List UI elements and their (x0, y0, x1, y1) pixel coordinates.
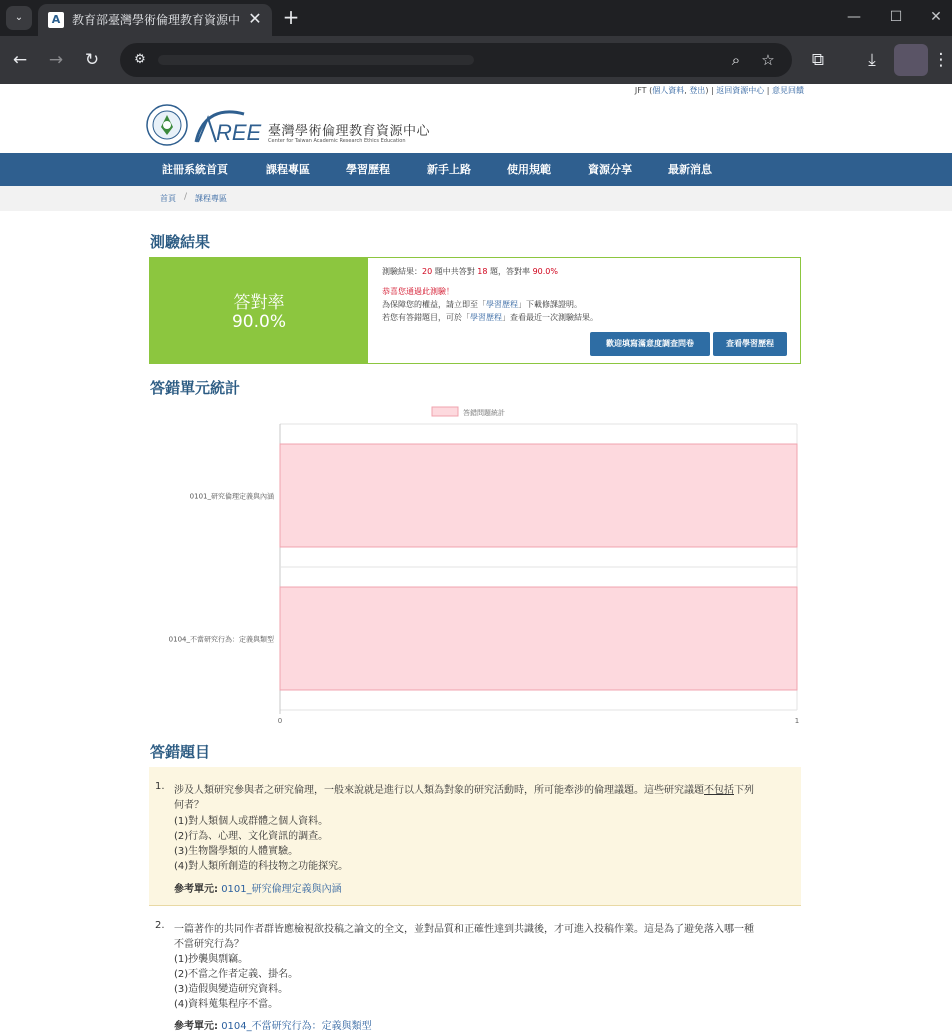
nav-learning-history[interactable]: 學習歷程 (346, 163, 390, 176)
tab-search-chevron-icon[interactable]: ⌄ (6, 6, 32, 30)
new-tab-icon[interactable]: + (282, 5, 300, 29)
browser-tab-bar (0, 0, 952, 36)
nav-news[interactable]: 最新消息 (668, 163, 712, 176)
question-text-line1: 一篇著作的共同作者群皆應檢視欲投稿之論文的全文，並對品質和正確性達到共識後，才可進入投稿作業。這是為了避免落入哪一種 (174, 924, 754, 935)
question-text-line2: 何者？ (174, 800, 204, 811)
score-value: 90.0% (231, 312, 286, 332)
wrong-question-1 (149, 767, 801, 906)
question-option: (2)行為、心理、文化資訊的調查。 (174, 831, 329, 842)
tab-close-icon[interactable]: ✕ (248, 9, 262, 28)
question-option: (4)資料蒐集程序不當。 (174, 999, 279, 1010)
reference-unit: 參考單元: 0104_不當研究行為：定義與類型 (174, 1021, 372, 1032)
nav-home[interactable]: 註冊系統首頁 (162, 163, 228, 176)
browser-menu-icon[interactable]: ⋮ (932, 50, 950, 70)
question-option: (3)造假與變造研究資料。 (174, 984, 289, 995)
svg-text:REE: REE (216, 120, 262, 145)
learning-history-link-2[interactable]: 學習歷程 (470, 313, 502, 322)
download-icon[interactable]: ⤓ (868, 50, 876, 70)
breadcrumb-current[interactable]: 課程專區 (195, 194, 227, 203)
nav-resources[interactable]: 資源分享 (588, 163, 632, 176)
site-name-en: Center for Taiwan Academic Research Ethics Education (268, 138, 406, 144)
site-favicon-icon: A (48, 12, 64, 28)
reference-unit-link[interactable]: 0104_不當研究行為：定義與類型 (221, 1021, 372, 1032)
tab-title: 教育部臺灣學術倫理教育資源中 (72, 13, 240, 27)
breadcrumb (0, 186, 952, 211)
feedback-link[interactable]: 意見回饋 (772, 86, 804, 95)
y-tick-label: 0101_研究倫理定義與內涵 (189, 492, 274, 501)
back-arrow-icon[interactable]: ← (12, 50, 28, 70)
logout-link[interactable]: 登出 (689, 86, 706, 95)
correct-rate: 90.0% (532, 267, 558, 276)
aree-logo[interactable] (192, 104, 262, 146)
score-panel (150, 258, 368, 363)
reference-unit-link[interactable]: 0101_研究倫理定義與內涵 (221, 884, 342, 895)
results-title: 測驗結果 (150, 233, 211, 251)
user-name: JFT (634, 86, 647, 95)
site-name: 臺灣學術倫理教育資源中心 (268, 124, 431, 139)
wrong-unit-chart (140, 402, 810, 732)
question-number: 2. (155, 920, 165, 931)
zoom-icon[interactable]: ⌕ (731, 51, 741, 69)
question-option: (4)對人類所創造的科技物之功能探究。 (174, 861, 349, 872)
pass-message: 恭喜您通過此測驗！ (382, 287, 454, 296)
survey-button[interactable]: 歡迎填寫滿意度調查問卷 (590, 332, 710, 356)
wrong-question-2 (149, 906, 801, 1035)
main-navbar (0, 153, 952, 186)
bookmark-star-icon[interactable]: ☆ (761, 51, 775, 69)
reload-icon[interactable]: ↻ (84, 50, 100, 70)
question-option: (1)對人類個人或群體之個人資料。 (174, 816, 329, 827)
question-text-line2: 不當研究行為？ (174, 939, 244, 950)
web-page (0, 84, 952, 1035)
nav-usage-rules[interactable]: 使用規範 (507, 163, 551, 176)
browser-tab-active[interactable] (38, 4, 272, 36)
x-tick-label: 0 (277, 717, 283, 725)
chart-bar (280, 444, 797, 547)
profile-avatar[interactable] (894, 44, 928, 76)
stats-title: 答錯單元統計 (150, 379, 241, 397)
legend-swatch (432, 407, 458, 416)
window-close-icon[interactable]: ✕ (930, 9, 942, 25)
question-option: (3)生物醫學類的人體實驗。 (174, 846, 299, 857)
certificate-note: 為保障您的權益，請立即至「學習歷程」下載修課證明。 (382, 300, 582, 309)
result-panel (149, 257, 801, 364)
total-count: 20 (422, 267, 433, 276)
forward-arrow-icon[interactable]: → (48, 50, 64, 70)
legend-label: 答錯問題統計 (463, 409, 505, 417)
ministry-of-education-logo[interactable] (146, 104, 188, 146)
extensions-icon[interactable]: ⧉ (811, 50, 825, 70)
minimize-icon[interactable]: — (847, 9, 861, 25)
maximize-icon[interactable]: ☐ (889, 9, 903, 25)
score-label: 答對率 (233, 293, 285, 313)
url-text-blurred (158, 55, 474, 65)
wrong-questions-title: 答錯題目 (150, 743, 211, 761)
x-tick-label: 1 (794, 717, 800, 725)
view-history-button[interactable]: 查看學習歷程 (713, 332, 787, 356)
breadcrumb-home[interactable]: 首頁 (160, 194, 176, 203)
reference-unit: 參考單元: 0101_研究倫理定義與內涵 (174, 884, 342, 895)
question-option: (2)不當之作者定義、掛名。 (174, 969, 299, 980)
y-tick-label: 0104_不當研究行為：定義與類型 (168, 635, 274, 644)
address-bar[interactable] (120, 43, 792, 77)
profile-link[interactable]: 個人資料 (652, 86, 685, 95)
question-number: 1. (155, 781, 165, 792)
breadcrumb-separator: / (184, 192, 188, 202)
back-to-center-link[interactable]: 返回資源中心 (716, 86, 765, 95)
site-info-icon[interactable]: ⚙ (134, 52, 146, 67)
nav-courses[interactable]: 課程專區 (266, 163, 310, 176)
correct-count: 18 (477, 267, 488, 276)
nav-getting-started[interactable]: 新手上路 (427, 163, 471, 176)
review-note: 若您有答錯題目，可於「學習歷程」查看最近一次測驗結果。 (382, 313, 598, 322)
browser-toolbar (0, 36, 952, 84)
top-user-links: JFT (個人資料, 登出) | 返回資源中心 | 意見回饋 (634, 86, 804, 95)
result-summary: 測驗結果：20 題中共答對 18 題，答對率 90.0% (382, 267, 558, 276)
question-option: (1)抄襲與剽竊。 (174, 954, 249, 965)
question-text-line1: 涉及人類研究參與者之研究倫理，一般來說就是進行以人類為對象的研究活動時，所可能牽涉的倫理議題。這些研究議題不包括下列 (174, 785, 754, 796)
learning-history-link[interactable]: 學習歷程 (486, 300, 518, 309)
chart-bar (280, 587, 797, 690)
